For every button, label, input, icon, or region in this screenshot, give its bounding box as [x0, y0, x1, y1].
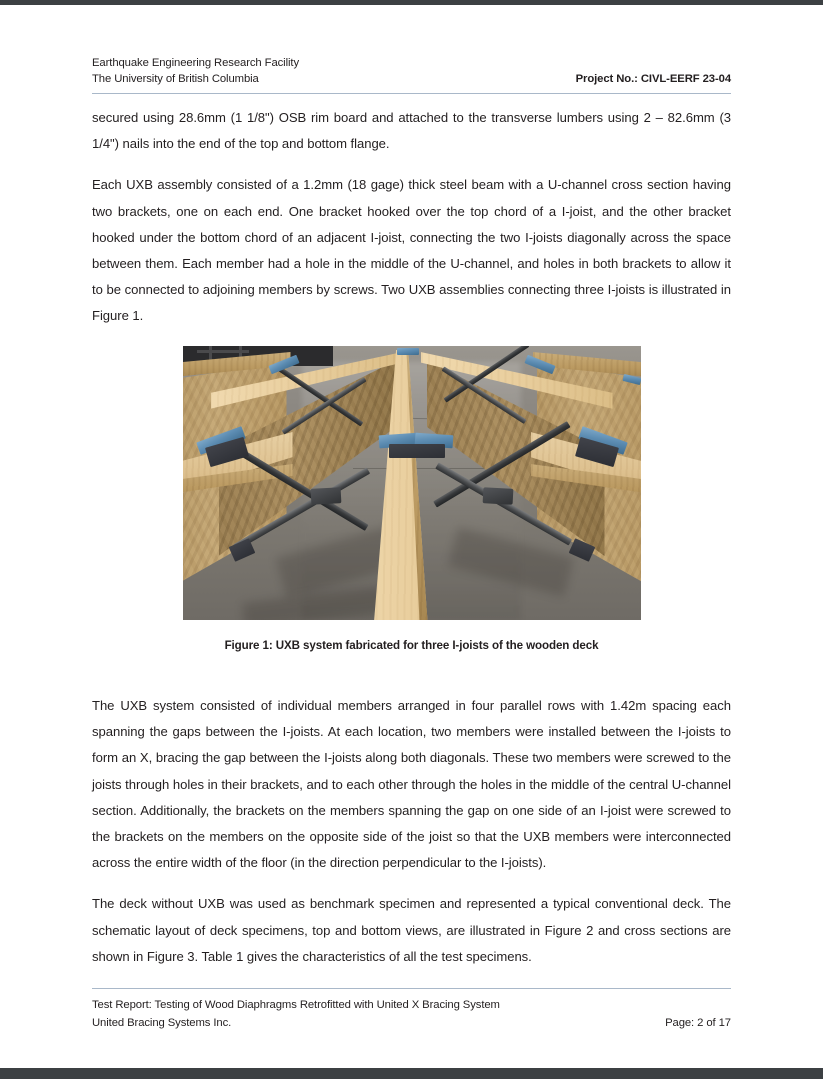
header-organization: Earthquake Engineering Research Facility — [92, 57, 299, 69]
header-university: The University of British Columbia — [92, 73, 259, 85]
uxb-bracket-plate-far — [397, 348, 419, 355]
uxb-bracket-body-center — [389, 444, 445, 458]
body-text-lower — [92, 693, 731, 970]
footer-row-1 — [92, 996, 731, 1014]
uxb-center-hub — [310, 487, 341, 505]
header-row-1 — [92, 55, 731, 71]
figure-1-photograph — [183, 346, 641, 620]
viewer-bottom-bar — [0, 1068, 823, 1079]
page-header — [92, 55, 731, 94]
header-row-2 — [92, 71, 731, 87]
header-project-number: Project No.: CIVL-EERF 23-04 — [575, 73, 731, 85]
footer-company-name: United Bracing Systems Inc. — [92, 1017, 232, 1029]
document-page — [0, 5, 823, 1068]
floor-seam — [353, 468, 503, 469]
paragraph-1: secured using 28.6mm (1 1/8") OSB rim board and attached to the transverse lumbers using 2 – 82.6mm (3 1/4") nails into the end of the top and bottom flange. — [92, 110, 731, 152]
page-footer — [92, 988, 731, 1032]
footer-divider — [92, 988, 731, 989]
figure-1-caption: Figure 1: UXB system fabricated for three I-joists of the wooden deck — [224, 639, 599, 652]
figure-1 — [92, 346, 731, 652]
footer-report-title: Test Report: Testing of Wood Diaphragms Retrofitted with United X Bracing System — [92, 999, 500, 1011]
paragraph-4: The deck without UXB was used as benchmark specimen and represented a typical conventional deck. The schematic layout of deck specimens, top and bottom views, are illustrated in Figure 2 and cross sections are shown in Figure 3. Table 1 gives the characteristics of all the test specimens. — [92, 896, 731, 964]
photograph-scene — [183, 346, 641, 620]
footer-row-2 — [92, 1014, 731, 1032]
header-divider — [92, 93, 731, 94]
body-text-upper — [92, 105, 731, 330]
page-content — [92, 5, 731, 1068]
paragraph-2: Each UXB assembly consisted of a 1.2mm (18 gage) thick steel beam with a U-channel cross section having two brackets, one on each end. One bracket hooked over the top chord of a I-joist, and the other bracket hooked under the bottom chord of an adjacent I-joist, connecting the two I-joists diagonally across the space between them. Each member had a hole in the middle of the U-channel, and holes in both brackets to allow it to be connected to adjoining members by screws. Two UXB assemblies connecting three I-joists is illustrated in Figure 1. — [92, 177, 731, 324]
paragraph-3: The UXB system consisted of individual members arranged in four parallel rows with 1.42m spacing each spanning the gaps between the I-joists. At each location, two members were installed between the I-joists to form an X, bracing the gap between the I-joists along both diagonals. These two members were screwed to the joists through holes in their brackets, and to each other through the holes in the middle of the central U-channel section. Additionally, the brackets on the members spanning the gap on one side of an I-joist were screwed to the brackets on the members on the opposite side of the joist so that the UXB members were interconnected across the entire width of the floor (in the direction perpendicular to the I-joists). — [92, 698, 731, 871]
uxb-center-hub — [482, 487, 513, 505]
footer-page-number: Page: 2 of 17 — [665, 1017, 731, 1029]
